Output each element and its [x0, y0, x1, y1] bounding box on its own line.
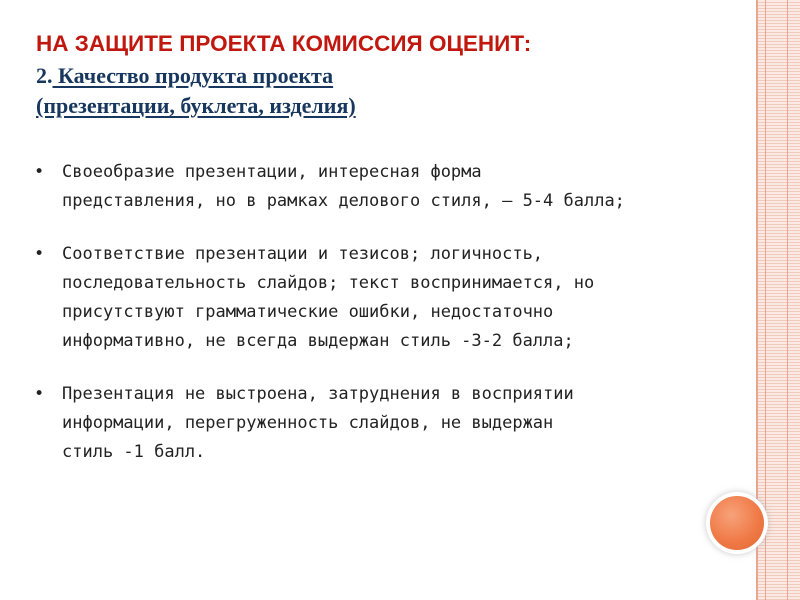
list-item: • Презентация не выстроена, затруднения в восприятии информации, перегруженность слайдов, не выдержан стиль -1 балл.: [34, 380, 744, 467]
decorative-circle: [710, 496, 764, 550]
border-line: [787, 0, 788, 600]
slide-subtitle-line2: [36, 91, 736, 121]
slide-title-block: [36, 27, 736, 121]
subtitle-text-2: (презентации, буклета, изделия): [36, 93, 356, 118]
border-line: [765, 0, 766, 600]
list-item: • Своеобразие презентации, интересная форма представления, но в рамках делового стиля, – 5-4 балла;: [34, 158, 744, 216]
slide-subtitle-line1: [36, 61, 736, 91]
subtitle-number: 2.: [36, 63, 53, 88]
criteria-list: [34, 158, 744, 492]
list-item: • Соответствие презентации и тезисов; логичность, последовательность слайдов; текст воспринимается, но присутствуют грамматические ошибки, недостаточно информативно, не всегда выдержан стиль -3-2 балла;: [34, 240, 744, 356]
subtitle-text: Качество продукта проекта: [52, 63, 334, 88]
slide-heading: НА ЗАЩИТЕ ПРОЕКТА КОМИССИЯ ОЦЕНИТ:: [36, 31, 532, 56]
